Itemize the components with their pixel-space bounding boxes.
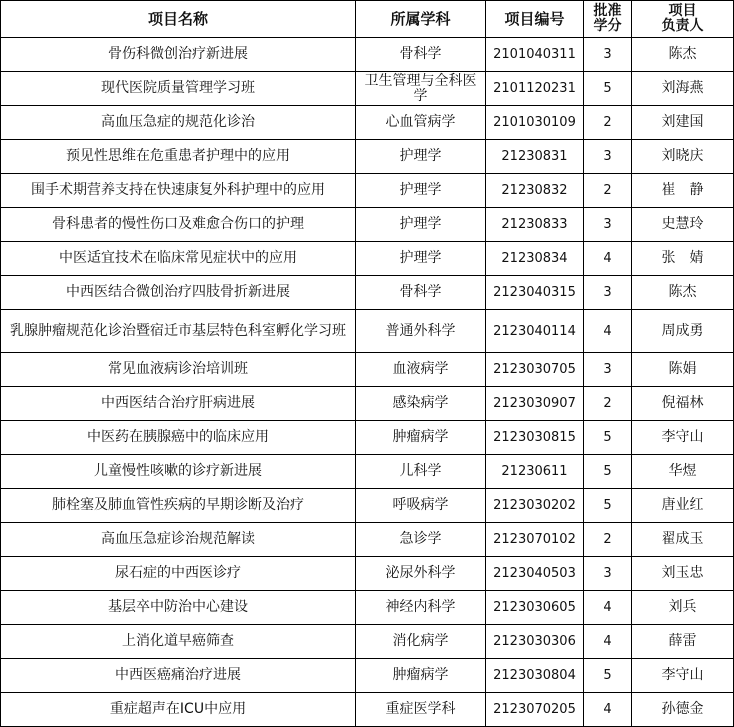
cell-code: 2123070102 [486, 523, 584, 557]
cell-subject: 感染病学 [356, 387, 486, 421]
cell-credit: 3 [584, 353, 632, 387]
cell-code: 2123030605 [486, 591, 584, 625]
cell-owner: 崔 静 [632, 174, 734, 208]
cell-name: 骨伤科微创治疗新进展 [1, 38, 356, 72]
cell-credit: 5 [584, 421, 632, 455]
cell-code: 2101040311 [486, 38, 584, 72]
cell-credit: 2 [584, 387, 632, 421]
cell-code: 2123030705 [486, 353, 584, 387]
cell-credit: 4 [584, 693, 632, 727]
cell-subject: 心血管病学 [356, 106, 486, 140]
header-credit-line1: 批准 [593, 3, 622, 19]
cell-code: 2123070205 [486, 693, 584, 727]
cell-credit: 3 [584, 140, 632, 174]
cell-subject: 护理学 [356, 140, 486, 174]
cell-subject: 呼吸病学 [356, 489, 486, 523]
cell-credit: 2 [584, 174, 632, 208]
cell-credit: 2 [584, 523, 632, 557]
cell-name: 上消化道早癌筛查 [1, 625, 356, 659]
cell-credit: 4 [584, 591, 632, 625]
cell-subject: 肿瘤病学 [356, 421, 486, 455]
cell-owner: 翟成玉 [632, 523, 734, 557]
table-row [1, 208, 734, 242]
cell-code: 21230834 [486, 242, 584, 276]
cell-code: 2123040315 [486, 276, 584, 310]
header-name: 项目名称 [1, 1, 356, 38]
cell-credit: 5 [584, 455, 632, 489]
cell-name: 高血压急症诊治规范解读 [1, 523, 356, 557]
cell-code: 2123030202 [486, 489, 584, 523]
cell-owner: 李守山 [632, 659, 734, 693]
cell-code: 2101120231 [486, 72, 584, 106]
cell-subject: 护理学 [356, 242, 486, 276]
table-row [1, 387, 734, 421]
cell-credit: 5 [584, 489, 632, 523]
cell-name: 重症超声在ICU中应用 [1, 693, 356, 727]
cell-credit: 5 [584, 72, 632, 106]
header-owner [632, 1, 734, 38]
cell-subject: 普通外科学 [356, 310, 486, 353]
cell-code: 21230831 [486, 140, 584, 174]
cell-owner: 史慧玲 [632, 208, 734, 242]
cell-subject: 急诊学 [356, 523, 486, 557]
table-row [1, 38, 734, 72]
cell-code: 2123030815 [486, 421, 584, 455]
table-row [1, 693, 734, 727]
cell-subject: 儿科学 [356, 455, 486, 489]
table-row [1, 591, 734, 625]
cell-name: 肺栓塞及肺血管性疾病的早期诊断及治疗 [1, 489, 356, 523]
header-code: 项目编号 [486, 1, 584, 38]
cell-code: 2123040114 [486, 310, 584, 353]
cell-owner: 刘建国 [632, 106, 734, 140]
header-subject: 所属学科 [356, 1, 486, 38]
cell-owner: 薛雷 [632, 625, 734, 659]
table-row [1, 310, 734, 353]
cell-name: 乳腺肿瘤规范化诊治暨宿迁市基层特色科室孵化学习班 [1, 310, 356, 353]
cell-owner: 陈娟 [632, 353, 734, 387]
cell-owner: 周成勇 [632, 310, 734, 353]
table-row [1, 106, 734, 140]
header-owner-line1: 项目 [668, 3, 697, 19]
table-row [1, 353, 734, 387]
cell-subject: 神经内科学 [356, 591, 486, 625]
cell-name: 高血压急症的规范化诊治 [1, 106, 356, 140]
cell-name: 儿童慢性咳嗽的诊疗新进展 [1, 455, 356, 489]
table-row [1, 174, 734, 208]
cell-code: 21230611 [486, 455, 584, 489]
table-row [1, 557, 734, 591]
cell-owner: 华煜 [632, 455, 734, 489]
table-row [1, 72, 734, 106]
cell-subject: 卫生管理与全科医学 [356, 72, 486, 106]
cell-name: 中西医癌痛治疗进展 [1, 659, 356, 693]
cell-owner: 孙德金 [632, 693, 734, 727]
cell-code: 2123030804 [486, 659, 584, 693]
cell-subject: 消化病学 [356, 625, 486, 659]
table-row [1, 276, 734, 310]
cell-subject: 泌尿外科学 [356, 557, 486, 591]
cell-credit: 4 [584, 310, 632, 353]
cell-owner: 李守山 [632, 421, 734, 455]
cell-name: 中医药在胰腺癌中的临床应用 [1, 421, 356, 455]
cell-name: 中医适宜技术在临床常见症状中的应用 [1, 242, 356, 276]
table-body [1, 38, 734, 727]
cell-name: 中西医结合微创治疗四肢骨折新进展 [1, 276, 356, 310]
cell-owner: 刘晓庆 [632, 140, 734, 174]
cell-code: 2101030109 [486, 106, 584, 140]
cell-subject: 血液病学 [356, 353, 486, 387]
cell-owner: 陈杰 [632, 276, 734, 310]
cell-credit: 2 [584, 106, 632, 140]
cell-subject: 护理学 [356, 208, 486, 242]
cell-code: 21230832 [486, 174, 584, 208]
cell-name: 预见性思维在危重患者护理中的应用 [1, 140, 356, 174]
cell-owner: 刘兵 [632, 591, 734, 625]
cell-code: 2123030306 [486, 625, 584, 659]
table-row [1, 523, 734, 557]
cell-subject: 肿瘤病学 [356, 659, 486, 693]
cell-credit: 5 [584, 659, 632, 693]
cell-name: 围手术期营养支持在快速康复外科护理中的应用 [1, 174, 356, 208]
cell-subject: 护理学 [356, 174, 486, 208]
table-row [1, 625, 734, 659]
cell-code: 2123040503 [486, 557, 584, 591]
table-row [1, 455, 734, 489]
cell-owner: 刘海燕 [632, 72, 734, 106]
cell-credit: 3 [584, 38, 632, 72]
cell-subject: 骨科学 [356, 276, 486, 310]
table-header-row [1, 1, 734, 38]
table-row [1, 659, 734, 693]
cell-code: 21230833 [486, 208, 584, 242]
header-credit-line2: 学分 [593, 18, 622, 34]
cell-name: 基层卒中防治中心建设 [1, 591, 356, 625]
cell-code: 2123030907 [486, 387, 584, 421]
header-owner-line2: 负责人 [661, 18, 704, 34]
cell-name: 中西医结合治疗肝病进展 [1, 387, 356, 421]
cell-subject: 重症医学科 [356, 693, 486, 727]
cell-credit: 3 [584, 557, 632, 591]
cell-credit: 3 [584, 208, 632, 242]
cell-subject: 骨科学 [356, 38, 486, 72]
cell-name: 现代医院质量管理学习班 [1, 72, 356, 106]
table-row [1, 421, 734, 455]
cell-owner: 刘玉忠 [632, 557, 734, 591]
table-row [1, 489, 734, 523]
cell-credit: 3 [584, 276, 632, 310]
header-credit [584, 1, 632, 38]
cell-name: 常见血液病诊治培训班 [1, 353, 356, 387]
cell-name: 骨科患者的慢性伤口及难愈合伤口的护理 [1, 208, 356, 242]
table-row [1, 242, 734, 276]
cell-owner: 陈杰 [632, 38, 734, 72]
cell-owner: 唐业红 [632, 489, 734, 523]
table-row [1, 140, 734, 174]
cell-name: 尿石症的中西医诊疗 [1, 557, 356, 591]
cell-owner: 张 婧 [632, 242, 734, 276]
cell-credit: 4 [584, 625, 632, 659]
cell-owner: 倪福林 [632, 387, 734, 421]
cell-credit: 4 [584, 242, 632, 276]
